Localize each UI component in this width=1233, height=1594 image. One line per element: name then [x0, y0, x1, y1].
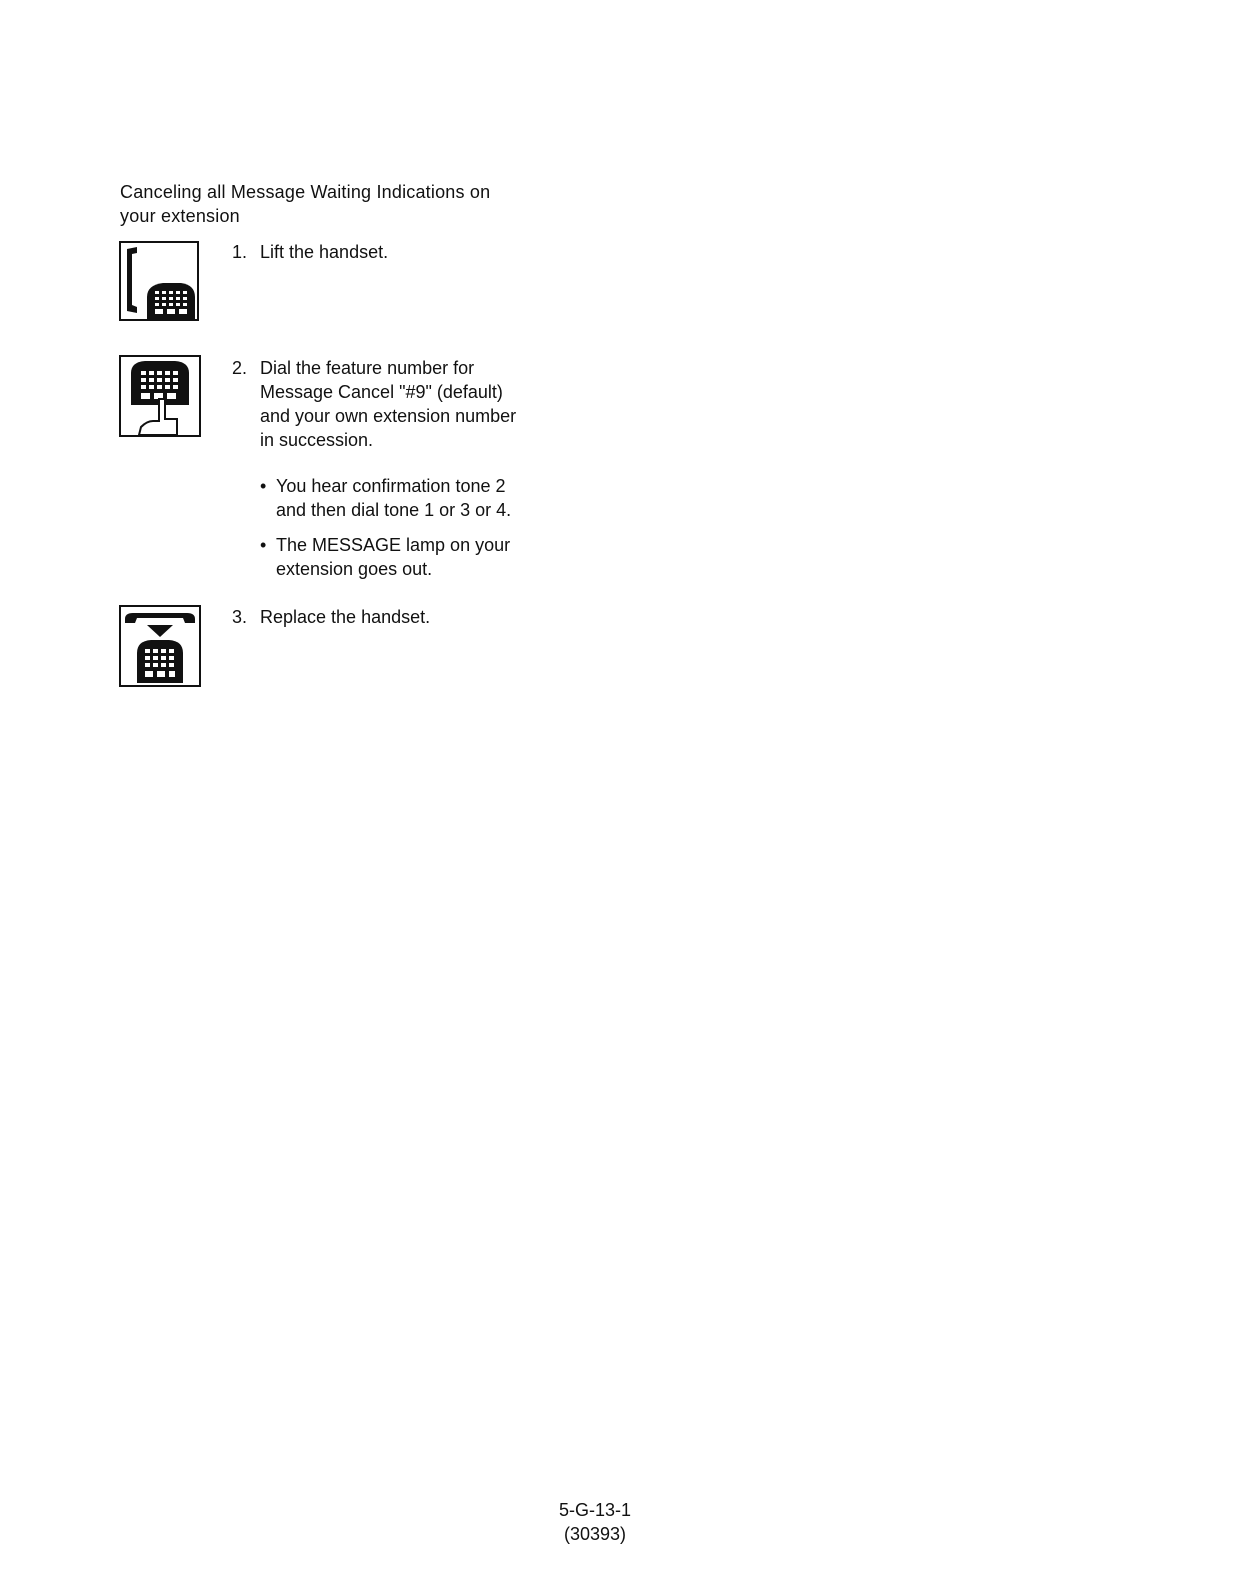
- section-title-line-1: Canceling all Message Waiting Indications on: [120, 182, 491, 202]
- step-3-line-1: Replace the handset.: [260, 607, 431, 627]
- step-1-line-1: Lift the handset.: [260, 242, 389, 262]
- bullet-2-line-2: extension goes out.: [276, 559, 433, 579]
- step-2-line-2: Message Cancel "#9" (default): [260, 382, 503, 402]
- bullet-1-symbol: •: [260, 476, 267, 496]
- step-2-line-3: and your own extension number: [260, 406, 517, 426]
- section-title-line-2: your extension: [120, 206, 240, 226]
- bullet-2-line-1: The MESSAGE lamp on your: [276, 535, 511, 555]
- bullet-1-line-1: You hear confirmation tone 2: [276, 476, 506, 496]
- step-3-number: 3.: [232, 607, 248, 627]
- document-code: (30393): [563, 1524, 627, 1544]
- step-2-line-4: in succession.: [260, 430, 374, 450]
- section-title: [120, 180, 560, 228]
- step-1-number: 1.: [232, 242, 248, 262]
- step-2-number: 2.: [232, 358, 248, 378]
- step-2-line-1: Dial the feature number for: [260, 358, 475, 378]
- bullet-2-symbol: •: [260, 535, 267, 555]
- dial-keypad-icon: [119, 355, 199, 433]
- on-hook-handset-icon: [119, 605, 199, 683]
- bullet-1-line-2: and then dial tone 1 or 3 or 4.: [276, 500, 512, 520]
- page-number: 5-G-13-1: [558, 1500, 632, 1520]
- off-hook-handset-icon: [119, 241, 199, 319]
